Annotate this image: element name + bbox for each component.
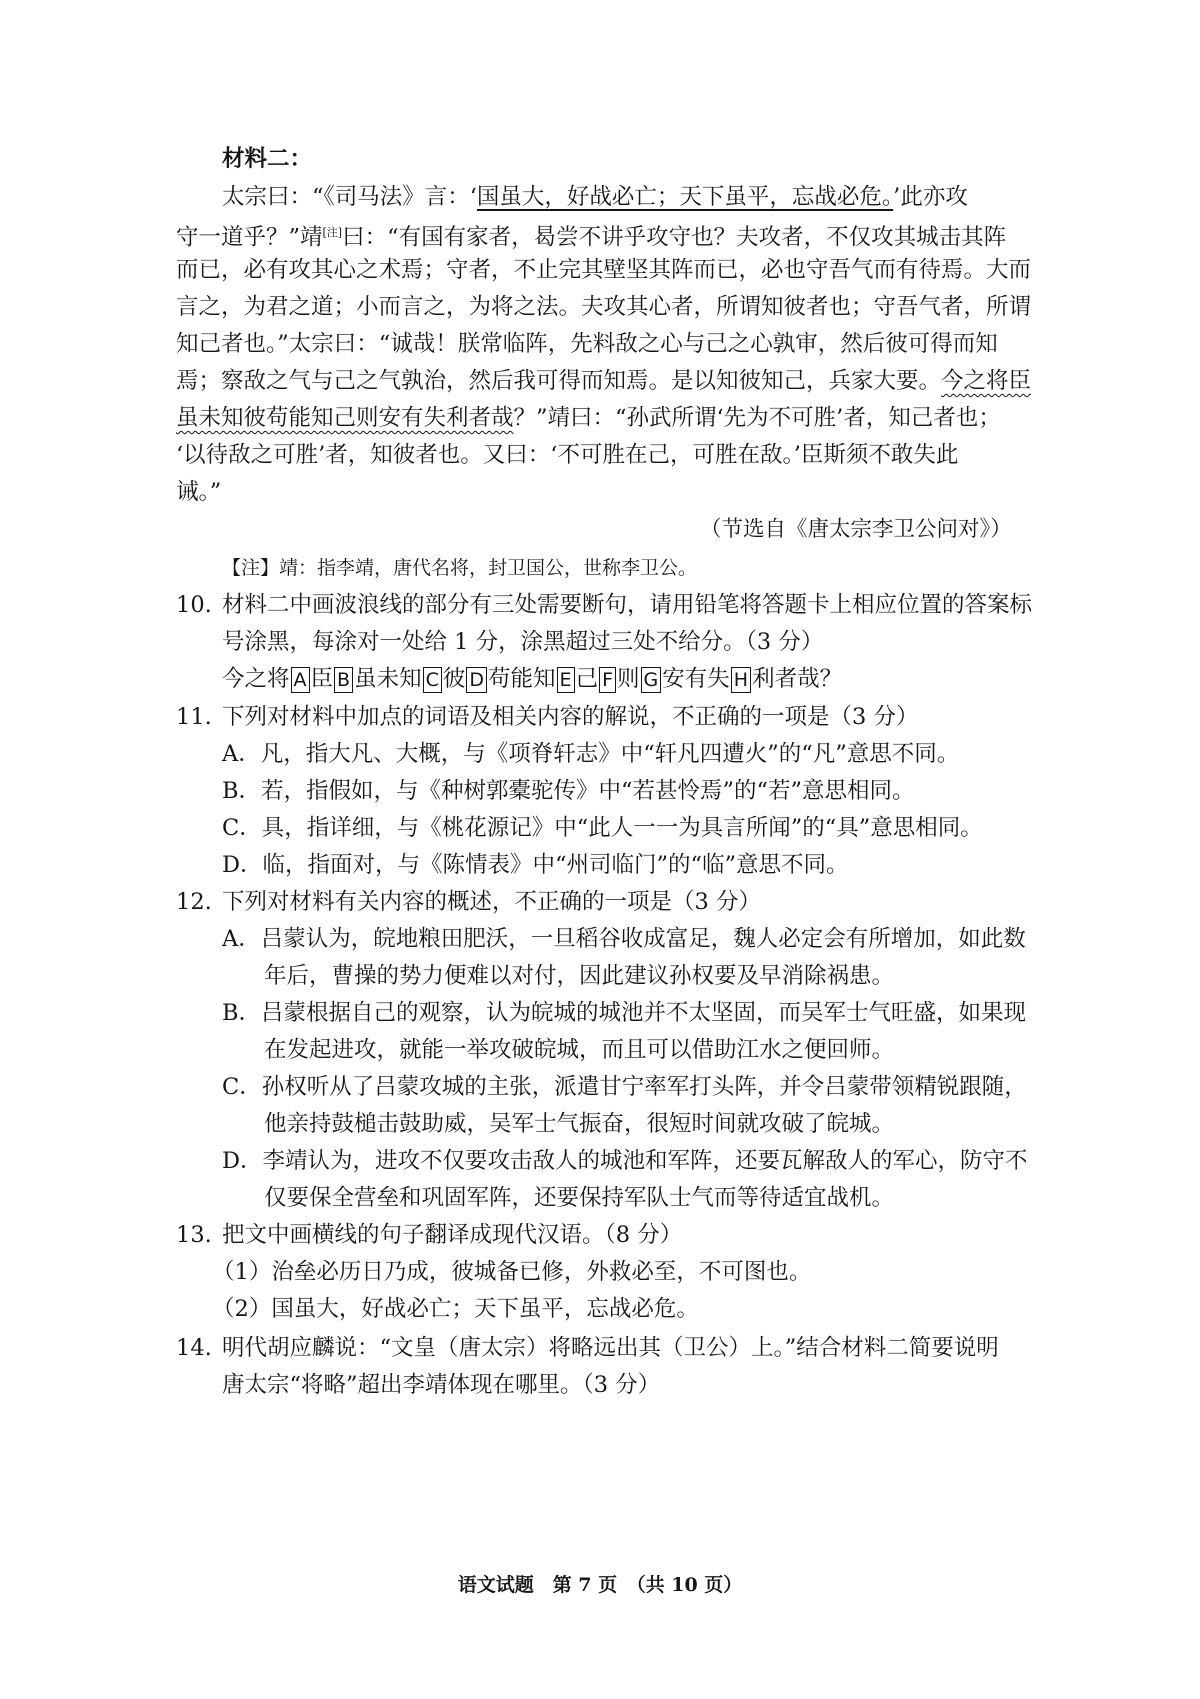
question-12-option-c-line-2: 他亲持鼓槌击鼓助威，吴军士气振奋，很短时间就攻破了皖城。 — [264, 1111, 895, 1137]
answer-box-f[interactable]: F — [599, 667, 616, 693]
question-14-line-2: 唐太宗“将略”超出李靖体现在哪里。（3 分） — [222, 1372, 661, 1398]
answer-box-g[interactable]: G — [641, 667, 662, 693]
passage-text: 焉；察敌之气与己之气孰治，然后我可得而知焉。是以知彼知己，兵家大要。 — [176, 368, 942, 394]
question-number: 14. — [176, 1335, 212, 1361]
question-12-option-c-line-1: C．孙权听从了吕蒙攻城的主张，派遣甘宁率军打头阵，并令吕蒙带领精锐跟随， — [222, 1074, 1027, 1100]
material-heading: 材料二： — [222, 146, 313, 172]
sentence-fragment: 利者哉？ — [752, 666, 843, 692]
passage-line-4: 言之，为君之道；小而言之，为将之法。夫攻其心者，所谓知彼者也；守吾气者，所谓 — [176, 294, 1032, 320]
question-11-stem — [176, 702, 918, 732]
answer-box-h[interactable]: H — [731, 667, 751, 693]
sentence-fragment: 苟能知 — [488, 666, 556, 692]
question-text: 下列对材料有关内容的概述，不正确的一项是（3 分） — [222, 889, 761, 915]
passage-line-6 — [176, 366, 1031, 396]
question-13-item-1: （1）治垒必历日乃成，彼城备已修，外救必至，不可图也。 — [212, 1259, 812, 1285]
question-13-item-2: （2）国虽大，好战必亡；天下虽平，忘战必危。 — [212, 1296, 699, 1322]
passage-line-3: 而已，必有攻其心之术焉；守者，不止完其壁坚其阵而已，必也守吾气而有待焉。大而 — [176, 257, 1032, 283]
question-11-option-b: B．若，指假如，与《种树郭橐驼传》中“若甚怜焉”的“若”意思相同。 — [222, 778, 915, 804]
sentence-fragment: 彼 — [442, 666, 466, 692]
passage-text: 守一道乎？”靖 — [176, 224, 323, 251]
sentence-fragment: 虽未知 — [354, 666, 422, 692]
question-12-option-d-line-2: 仅要保全营垒和巩固军阵，还要保持军队士气而等待适宜战机。 — [264, 1185, 895, 1211]
answer-box-b[interactable]: B — [334, 667, 353, 693]
question-11-option-d: D．临，指面对，与《陈情表》中“州司临门”的“临”意思不同。 — [222, 852, 849, 878]
sentence-fragment: 己 — [575, 666, 599, 692]
passage-line-1 — [222, 182, 968, 212]
question-text: 明代胡应麟说：“文皇（唐太宗）将略远出其（卫公）上。”结合材料二简要说明 — [222, 1335, 999, 1361]
wavy-underlined-text: 虽未知彼苟能知己则安有失利者哉 — [176, 405, 514, 431]
question-text: 下列对材料中加点的词语及相关内容的解说，不正确的一项是（3 分） — [222, 704, 919, 730]
question-12-option-a-line-1: A．吕蒙认为，皖地粮田肥沃，一旦稻谷收成富足，魏人必定会有所增加，如此数 — [222, 926, 1026, 952]
wavy-underlined-text: 今之将臣 — [941, 368, 1032, 394]
question-10-sentence — [222, 664, 842, 694]
question-11-option-a: A．凡，指大凡、大概，与《项脊轩志》中“轩凡四遭火”的“凡”意思不同。 — [222, 741, 960, 767]
question-12-option-d-line-1: D．李靖认为，进攻不仅要攻击敌人的城池和军阵，还要瓦解敌人的军心，防守不 — [222, 1148, 1028, 1174]
question-10-line-1 — [176, 590, 1032, 620]
question-text: 材料二中画波浪线的部分有三处需要断句，请用铅笔将答题卡上相应位置的答案标 — [222, 592, 1033, 618]
passage-line-9: 诫。” — [176, 479, 222, 505]
sentence-fragment: 臣 — [310, 666, 334, 692]
question-12-option-b-line-1: B．吕蒙根据自己的观察，认为皖城的城池并不太坚固，而吴军士气旺盛，如果现 — [222, 1000, 1027, 1026]
footnote: 【注】靖：指李靖，唐代名将，封卫国公，世称李卫公。 — [222, 557, 698, 579]
question-12-option-b-line-2: 在发起进攻，就能一举攻破皖城，而且可以借助江水之便回师。 — [264, 1037, 895, 1063]
note-marker: [注] — [322, 226, 343, 239]
passage-text: ？”靖曰：“孙武所谓‘先为不可胜’者，知己者也； — [513, 405, 1001, 431]
question-14-line-1 — [176, 1333, 999, 1363]
passage-text: 曰：“有国有家者，曷尝不讲乎攻守也？夫攻者，不仅攻其城击其阵 — [342, 224, 1007, 251]
question-10-line-2: 号涂黑，每涂对一处给 1 分，涂黑超过三处不给分。（3 分） — [222, 629, 824, 655]
passage-line-7 — [176, 403, 1001, 433]
passage-text: ’此亦攻 — [893, 184, 968, 210]
question-12-option-a-line-2: 年后，曹操的势力便难以对付，因此建议孙权要及早消除祸患。 — [264, 963, 895, 989]
question-text: 把文中画横线的句子翻译成现代汉语。（8 分） — [222, 1222, 683, 1248]
underlined-sentence: 国虽大，好战必亡；天下虽平，忘战必危。 — [476, 184, 894, 210]
answer-box-c[interactable]: C — [423, 667, 442, 693]
question-number: 11. — [176, 704, 212, 730]
sentence-fragment: 今之将 — [222, 666, 290, 692]
passage-line-2 — [176, 218, 1006, 253]
sentence-fragment: 则 — [617, 666, 640, 692]
answer-box-a[interactable]: A — [291, 667, 310, 693]
page-footer: 语文试题 第 7 页 （共 10 页） — [457, 1574, 743, 1596]
question-number: 10. — [176, 592, 212, 618]
passage-text: 太宗曰：“《司马法》言：‘ — [222, 184, 477, 210]
passage-line-8: ‘以待敌之可胜’者，知彼者也。又曰：‘不可胜在己，可胜在敌。’臣斯须不敢失此 — [176, 442, 959, 468]
sentence-fragment: 安有失 — [662, 666, 730, 692]
passage-line-5: 知己者也。”太宗曰：“诚哉！朕常临阵，先料敌之心与己之心孰审，然后彼可得而知 — [176, 331, 998, 357]
question-13-stem — [176, 1220, 682, 1250]
source-citation: （节选自《唐太宗李卫公问对》） — [700, 517, 1012, 542]
question-12-stem — [176, 887, 761, 917]
question-11-option-c: C．具，指详细，与《桃花源记》中“此人一一为具言所闻”的“具”意思相同。 — [222, 815, 983, 841]
answer-box-d[interactable]: D — [466, 667, 487, 693]
answer-box-e[interactable]: E — [557, 667, 575, 693]
question-number: 12. — [176, 889, 212, 915]
question-number: 13. — [176, 1222, 212, 1248]
